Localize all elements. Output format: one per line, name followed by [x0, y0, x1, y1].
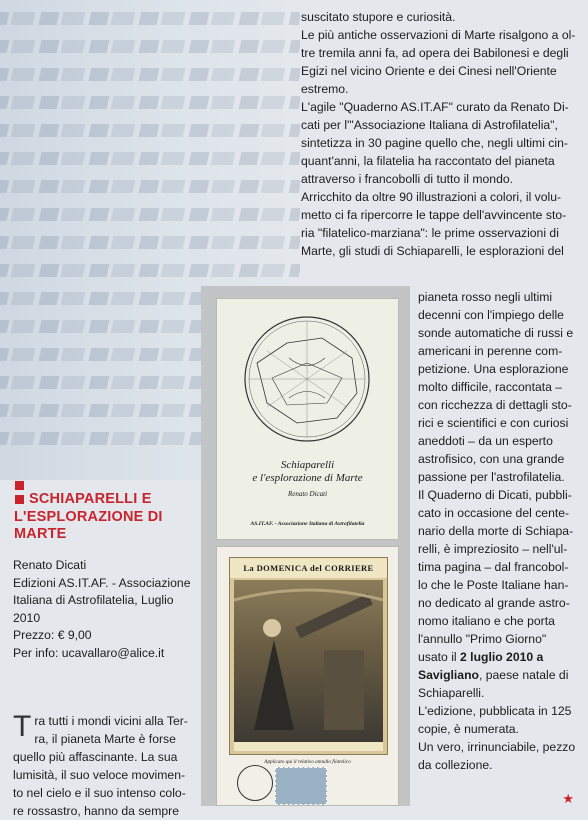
- body-text-line: L'agile "Quaderno AS.IT.AF" curato da Renato Di-: [301, 100, 569, 114]
- postmark-icon: [237, 765, 273, 801]
- body-text-line: ria "filatelico-marziana": le prime osservazioni di: [301, 226, 559, 240]
- intro-text-line: ra tutti i mondi vicini alla Ter-: [34, 714, 188, 728]
- body-text-line: Un vero, irrinunciabile, pezzo: [418, 740, 576, 754]
- mars-map-illustration: [227, 303, 387, 453]
- intro-text-line: ra, il pianeta Marte è forse: [34, 732, 176, 746]
- intro-text-line: to nel cielo e il suo intenso colo-: [13, 786, 186, 800]
- end-star-icon: ★: [562, 791, 574, 806]
- body-text-line: suscitato stupore e curiosità.: [301, 10, 456, 24]
- author-name: Renato Dicati: [13, 558, 87, 572]
- body-text-line: Arricchito da oltre 90 illustrazioni a colori, il volu-: [301, 190, 562, 204]
- body-text-line: sintetizza in 30 pagine quello che, negli ultimi cin-: [301, 136, 568, 150]
- book-details: [13, 557, 199, 662]
- body-text-line: relli, è impreziosito – nell'ul-: [418, 542, 568, 556]
- domenica-del-corriere-illustration: [229, 557, 388, 755]
- body-text-line: Marte, gli studi di Schiaparelli, le esplorazioni del: [301, 244, 564, 258]
- book-author: Renato Dicati: [287, 490, 328, 498]
- publisher-line: Italiana di Astrofilatelia, Luglio: [13, 593, 174, 607]
- body-text-line: molto difficile, raccontata –: [418, 380, 563, 394]
- book-back-cover: [216, 546, 399, 806]
- savigliano-line: Savigliano, paese natale di: [418, 668, 569, 682]
- book-publisher: AS.IT.AF. - Associazione Italiana di Astrofilatelia: [250, 521, 365, 527]
- body-text-line: Egizi nel vicino Oriente e dei Cinesi nell'Oriente: [301, 64, 557, 78]
- body-text-line: aneddoti – da un esperto: [418, 434, 553, 448]
- stamp-icon: [275, 767, 327, 805]
- publisher-line: 2010: [13, 610, 41, 625]
- book-images-panel: [201, 286, 410, 806]
- body-text-line: decenni con l'impiego delle: [418, 308, 564, 322]
- body-text-line: copie, è numerata.: [418, 722, 519, 736]
- body-text-line: Il Quaderno di Dicati, pubbli-: [418, 488, 572, 502]
- body-text-line: quant'anni, la filatelia ha raccontato del pianeta: [301, 154, 555, 168]
- body-text-line: nario della morte di Schiapa-: [418, 524, 574, 538]
- article-title: SCHIAPARELLI E L'ESPLORAZIONE DI MARTE: [14, 491, 163, 542]
- body-text-line: rici e scientifici e con curiosi: [418, 416, 569, 430]
- body-text-line: cato in occasione del cente-: [418, 506, 570, 520]
- body-text-line: passione per l'astrofilatelia.: [418, 470, 565, 484]
- body-text-line: lo che le Poste Italiane han-: [418, 578, 569, 592]
- price-label: Prezzo: € 9,00: [13, 628, 92, 642]
- red-square-icon: [15, 481, 24, 490]
- body-text-line: astrofisico, con una grande: [418, 452, 565, 466]
- body-text-line: americani in perenne com-: [418, 344, 563, 358]
- body-text-line: tre tremila anni fa, ad opera dei Babilonesi e degli: [301, 46, 569, 60]
- body-text-line: estremo.: [301, 82, 349, 96]
- body-text-line: attraverso i francobolli di tutto il mondo.: [301, 172, 514, 186]
- intro-text-line: lumisità, il suo veloce movimen-: [13, 768, 186, 782]
- body-text-line: petizione. Una esplorazione: [418, 362, 569, 376]
- body-text-line: L'edizione, pubblicata in 125: [418, 704, 572, 718]
- intro-text-line: quello più affascinante. La sua: [13, 750, 178, 764]
- info-email-link[interactable]: Per info: ucavallaro@alice.it: [13, 645, 165, 660]
- telescope-scene: [234, 580, 383, 742]
- usato-line: usato il 2 luglio 2010 a: [418, 650, 544, 664]
- masthead: La DOMENICA del CORRIERE: [230, 558, 387, 578]
- postmark-caption: Applicato qui il relativo annullo filatelico: [264, 759, 351, 765]
- article-body-right-wide: [301, 8, 583, 260]
- publisher-line: Edizioni AS.IT.AF. - Associazione: [13, 575, 191, 590]
- body-text-line: sonde automatiche di russi e: [418, 326, 574, 340]
- book-title: Schiaparelli e l'esplorazione di Marte: [252, 459, 363, 484]
- body-text-line: tima pagina – dal francobol-: [418, 560, 569, 574]
- body-text-line: nomo italiano e che porta: [418, 614, 555, 628]
- body-text-line: con ricchezza di dettagli sto-: [418, 398, 572, 412]
- body-text-line: pianeta rosso negli ultimi: [418, 290, 553, 304]
- drop-cap: T: [13, 710, 32, 743]
- body-text-line: Schiaparelli.: [418, 686, 485, 700]
- body-text-line: l'annullo "Primo Giorno": [418, 632, 547, 646]
- article-body-right-narrow: [418, 288, 584, 774]
- body-text-line: cati per l'"Associazione Italiana di Astrofilatelia",: [301, 118, 558, 132]
- body-text-line: metto ci fa ripercorre le tappe dell'avvincente sto-: [301, 208, 567, 222]
- article-intro: [13, 712, 198, 820]
- body-text-line: Le più antiche osservazioni di Marte risalgono a ol-: [301, 28, 576, 42]
- intro-text-line: re rossastro, hanno da sempre: [13, 804, 179, 818]
- body-text-line: da collezione.: [418, 758, 493, 772]
- body-text-line: no dedicato al grande astro-: [418, 596, 570, 610]
- book-cover-schiaparelli: [216, 298, 399, 540]
